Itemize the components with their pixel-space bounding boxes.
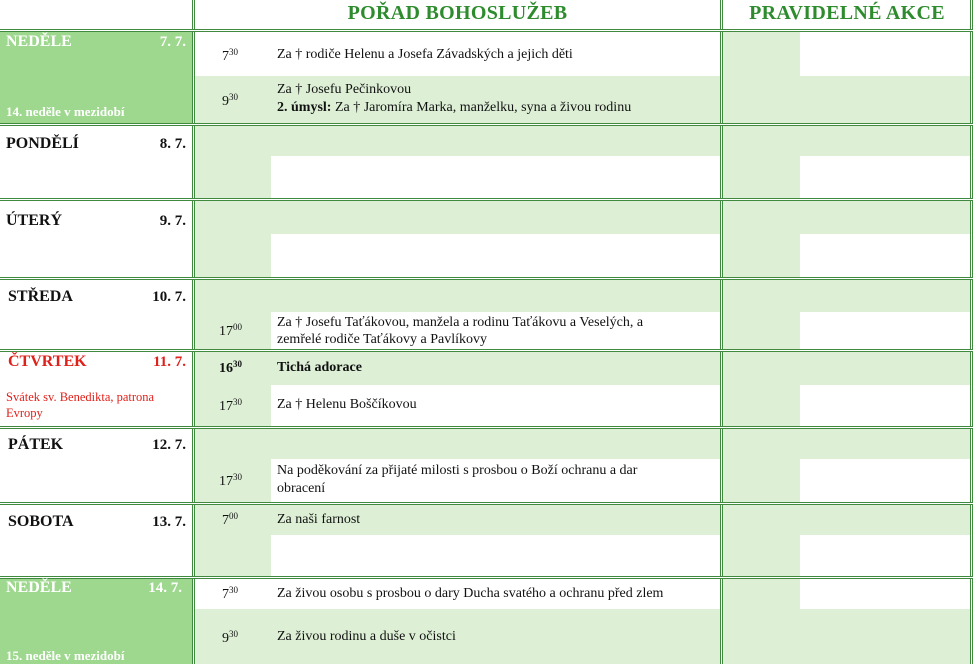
service-intent: Za naši farnost	[277, 512, 361, 527]
service-intent: Za † Josefu Taťákovou, manžela a rodinu Taťákovu a Veselých, a	[277, 315, 644, 330]
day-name: NEDĚLE	[6, 33, 72, 50]
header-events: PRAVIDELNÉ AKCE	[749, 2, 945, 24]
day-name: STŘEDA	[8, 288, 73, 305]
service-intent: obracení	[277, 481, 326, 496]
day-date: 13. 7.	[152, 514, 186, 530]
day-date: 8. 7.	[159, 136, 186, 152]
service-time: $16^{30}$	[219, 359, 242, 376]
service-time: $7^{30}$	[222, 585, 238, 602]
service-intent: Tichá adorace	[277, 360, 362, 375]
day-date: 7. 7.	[159, 34, 186, 50]
day-date: 10. 7.	[152, 289, 186, 305]
header-services: POŘAD BOHOSLUŽEB	[347, 2, 568, 24]
service-time: $9^{30}$	[222, 629, 238, 646]
day-name: SOBOTA	[8, 513, 74, 530]
service-intent: Za † Helenu Boščíkovou	[277, 397, 417, 412]
day-date: 14. 7.	[148, 580, 182, 596]
service-time: $17^{30}$	[219, 397, 242, 414]
day-name: PÁTEK	[8, 436, 64, 453]
day-date: 9. 7.	[159, 213, 186, 229]
day-name: PONDĚLÍ	[6, 135, 79, 152]
service-intent: Za † rodiče Helenu a Josefa Závadských a jejich děti	[277, 47, 573, 62]
service-intent: Za živou osobu s prosbou o dary Ducha svatého a ochranu před zlem	[277, 586, 664, 601]
feast-note: Evropy	[6, 406, 43, 420]
day-name: ČTVRTEK	[8, 353, 87, 370]
feast-note: Svátek sv. Benedikta, patrona	[6, 390, 155, 404]
day-name: ÚTERÝ	[6, 212, 63, 229]
service-intent: zemřelé rodiče Taťákovy a Pavlíkovy	[277, 332, 487, 347]
service-time: $17^{00}$	[219, 322, 242, 339]
service-time: $17^{30}$	[219, 472, 242, 489]
service-time: $9^{30}$	[222, 92, 238, 109]
day-note: 15. neděle v mezidobí	[6, 648, 125, 663]
service-time: $7^{30}$	[222, 47, 238, 64]
service-intent: Za † Josefu Pečinkovou	[277, 82, 412, 97]
service-second-intent: 2. úmysl: Za † Jaromíra Marka, manželku, syna a živou rodinu	[277, 100, 632, 115]
service-intent: Za živou rodinu a duše v očistci	[277, 629, 456, 644]
day-name: NEDĚLE	[6, 579, 72, 596]
service-time: $7^{00}$	[222, 511, 238, 528]
day-date: 12. 7.	[152, 437, 186, 453]
day-note: 14. neděle v mezidobí	[6, 104, 125, 119]
day-date: 11. 7.	[153, 354, 186, 370]
service-intent: Na poděkování za přijaté milosti s prosbou o Boží ochranu a dar	[277, 463, 638, 478]
